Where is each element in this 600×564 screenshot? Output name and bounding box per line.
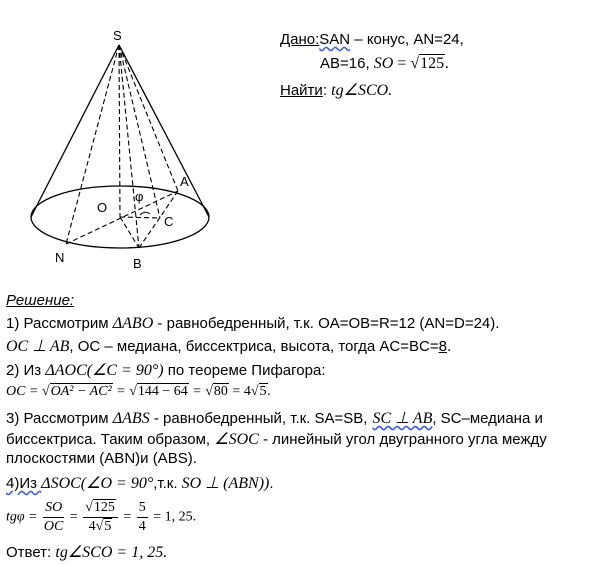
step-1-line-1: 1) Рассмотрим ΔABO - равнобедренный, т.к. OA=OB=R=12 (AN=D=24). — [6, 315, 500, 332]
segment-SO — [119, 45, 120, 217]
step-3-perp: SC ⊥ AB — [372, 410, 433, 427]
label-C: C — [164, 214, 174, 229]
step-3-triangle: ΔABS — [112, 410, 150, 427]
find-label: Найти — [280, 82, 323, 99]
given-line1-rest: – конус, AN=24, — [350, 31, 464, 48]
step-2-triangle: ΔAOC(∠C = 90°) — [45, 362, 164, 379]
find-line: Найти: tg∠SCO. — [280, 82, 393, 99]
segment-SN — [66, 45, 119, 244]
step-4-formula: tgφ = $\frac{SO}{OC}$ = $\frac{√125}{4√5}$ = $\frac{5}{4}$ = 1, 25. — [6, 500, 197, 534]
step-1-line-2: OC ⊥ AB, OC – медиана, биссектриса, высота, тогда AC=BC=8. — [6, 338, 452, 355]
label-A: A — [180, 174, 189, 189]
step-3-line-1: 3) Рассмотрим ΔABS - равнобедренный, т.к. SA=SB, SC ⊥ AB, SC–медиана и — [6, 410, 543, 427]
given-so-formula: SO = √125. — [373, 55, 450, 72]
given-ab: AB=16, — [320, 55, 370, 72]
step-1-triangle: ΔABO — [112, 315, 154, 332]
step-4-line-1: 4)Из ΔSOC(∠O = 90°,т.к. SO ⊥ (ABN)). — [6, 475, 274, 492]
label-O: O — [97, 200, 108, 215]
angle-phi-arc — [140, 212, 150, 215]
segment-SA — [119, 45, 178, 191]
given-line-2 — [320, 55, 449, 73]
find-formula: tg∠SCO. — [331, 82, 393, 99]
cone-right-generatrix — [119, 45, 209, 217]
step-3-angle: ∠SOC — [214, 431, 259, 448]
step-4-perp: SO ⊥ (ABN)) — [181, 475, 270, 492]
step-3-line-3: плоскостями (ABN)и (ABS). — [6, 450, 197, 467]
label-B: B — [133, 256, 142, 271]
solution-header: Решение: — [6, 292, 75, 309]
label-N: N — [55, 250, 65, 265]
step-1-perp: OC ⊥ AB — [6, 338, 70, 355]
label-phi: φ — [135, 189, 144, 204]
step-2-formula: OC = √OA² − AC² = √144 − 64 = √80 = 4√5. — [6, 384, 272, 399]
answer-formula: tg∠SCO = 1, 25. — [55, 544, 168, 561]
given-title: Дано: — [280, 31, 320, 48]
step-3-line-2: биссектриса. Таким образом, ∠SOC - линейный угол двугранного угла между — [6, 431, 547, 448]
given-san: SAN — [319, 31, 351, 48]
cone-figure — [0, 0, 270, 285]
cone-left-generatrix — [31, 45, 119, 217]
step-2-line-1: 2) Из ΔAOC(∠C = 90°) по теореме Пифагора: — [6, 362, 326, 379]
label-S: S — [113, 28, 122, 43]
step-4-triangle: ΔSOC(∠O = 90° — [41, 475, 154, 492]
given-line-1 — [280, 31, 464, 48]
segment-OC — [120, 217, 160, 218]
answer-line: Ответ: tg∠SCO = 1, 25. — [6, 544, 168, 561]
